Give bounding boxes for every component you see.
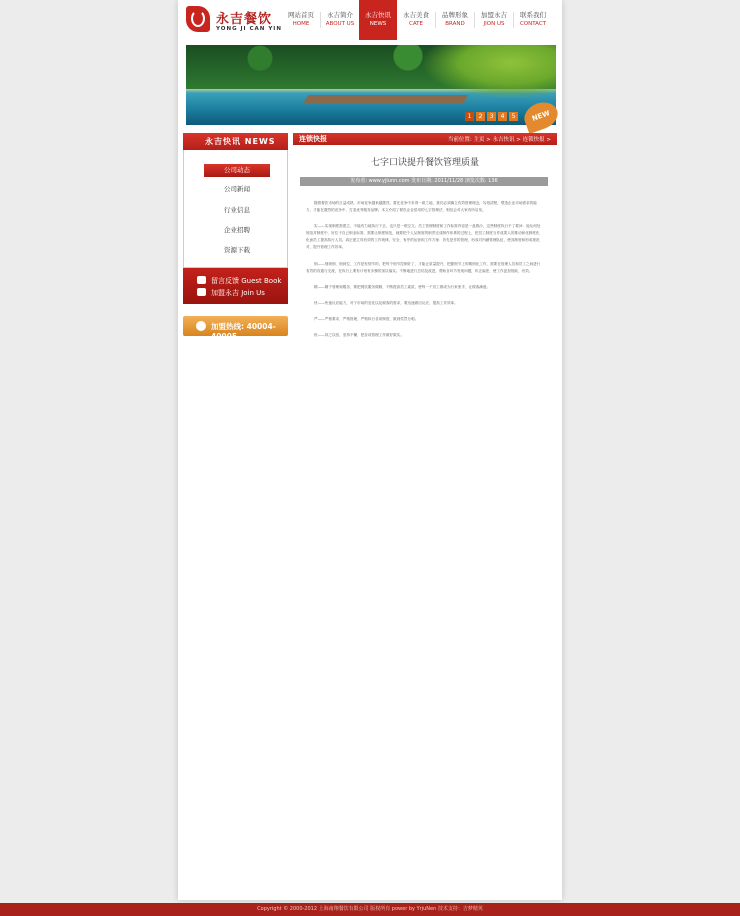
article-paragraph: 快——快速反应能力，对于市场的变化以及顾客的需求，要迅速做出反应，提高工作效率。 <box>314 300 458 305</box>
sidebar-item-jobs[interactable]: 企业招聘 <box>224 226 250 234</box>
nav-label-en: JION US <box>483 21 505 27</box>
hotline-text: 加盟热线: 40004-40005 <box>211 322 276 341</box>
nav-home[interactable] <box>282 0 320 34</box>
article-paragraph: 细——细到细、细到位，工作是有细节的，把每个细节控制好了，才能让质量提升，把握细节上的精细化工作，需要在管理人员和员工之间进行有效的沟通与交流，在执行上要有计划有步骤的加以落实。不断地进行总结及改进，帮助各环节发现问题，纠正偏差，使工作更加细致、有效。 <box>306 261 541 273</box>
sidebar-menu <box>183 150 288 268</box>
section-title: 连锁快报 <box>299 135 327 143</box>
banner-dot[interactable]: 4 <box>498 112 507 121</box>
nav-label: 永吉简介 <box>327 11 353 19</box>
join-icon <box>197 288 206 296</box>
logo-text-en: YONG JI CAN YIN <box>216 26 282 32</box>
nav-label: 网站首页 <box>288 11 314 19</box>
join-link[interactable]: 加盟永吉 Join Us <box>211 289 265 297</box>
nav-news[interactable] <box>359 0 397 40</box>
article-paragraph: 恒——持之以恒，坚持不懈，把各项管理工作做好做实。 <box>314 333 404 338</box>
nav-about[interactable] <box>321 0 359 34</box>
site-footer: Copyright © 2000-2012 上海南翔餐饮有限公司 版权所有 power by YrjuNen 技术支持：吉梦精英 <box>0 903 740 916</box>
banner-dot[interactable]: 5 <box>509 112 518 121</box>
logo-icon <box>186 6 210 32</box>
breadcrumb[interactable]: 当前位置: 主页 > 永吉快讯 > 连锁快报 > <box>447 137 551 143</box>
article-body <box>306 200 543 348</box>
new-badge: NEW <box>521 98 562 134</box>
sidebar-header <box>183 133 288 150</box>
nav-label: 品牌形象 <box>442 11 468 19</box>
sidebar-title: 永吉快讯 NEWS <box>205 137 276 146</box>
sidebar-item-news[interactable]: 公司新闻 <box>224 185 250 193</box>
nav-label: 永吉快讯 <box>365 11 391 19</box>
article-paragraph: 随着餐饮市场的日益成熟，市场竞争越来越激烈，要在竞争中求得一席之地，我们必须确立有效管理理念，勾划清楚，塑造企业市场需求的能力，才能在激烈的竞争中，打造优秀服务品牌。本文介绍了餐饮企业常用的七字管理法，相信会对大家有所启发。 <box>306 201 537 213</box>
banner-pier <box>304 95 469 103</box>
nav-cate[interactable] <box>397 0 435 34</box>
nav-label: 联系我们 <box>520 11 546 19</box>
nav-label: 加盟永吉 <box>481 11 507 19</box>
nav-label-en: HOME <box>292 21 310 27</box>
nav-label-en: BRAND <box>445 21 465 27</box>
article-paragraph: 精——精于管理和服务，要把餐饮服务做精，不断提高员工素质，使每一个员工都成为行家里手，让顾客满意。 <box>314 284 491 289</box>
nav-label: 永吉美食 <box>403 11 429 19</box>
banner-dot[interactable]: 3 <box>487 112 496 121</box>
site-header <box>178 0 562 40</box>
hotline-banner[interactable] <box>183 316 288 341</box>
banner-dot[interactable]: 2 <box>476 112 485 121</box>
guestbook-link[interactable]: 留言反馈 Guest Book <box>211 277 282 285</box>
banner-dot[interactable]: 1 <box>465 112 474 121</box>
nav-label-en: CONTACT <box>519 21 547 27</box>
sidebar-item-industry[interactable]: 行业信息 <box>224 206 250 214</box>
nav-join[interactable] <box>475 0 513 34</box>
nav-label-en: ABOUT US <box>325 21 355 27</box>
guestbook-icon <box>197 276 206 284</box>
nav-brand[interactable] <box>436 0 474 34</box>
main-nav <box>282 0 552 40</box>
nav-label-en: CATE <box>408 21 423 27</box>
article-meta: 发布者: www.yjlunn.com 发布日期: 2011/11/28 浏览次数: 136 <box>300 177 548 186</box>
logo-text-cn: 永吉餐饮 <box>216 12 273 27</box>
sidebar-item-company-news[interactable]: 公司动态 <box>204 164 270 177</box>
main-header <box>293 133 557 145</box>
nav-label-en: NEWS <box>369 21 387 27</box>
nav-contact[interactable] <box>514 0 552 34</box>
sidebar-item-downloads[interactable]: 资源下载 <box>224 246 250 254</box>
article-title: 七字口诀提升餐饮管理质量 <box>370 158 479 168</box>
article-paragraph: 实——实现制度需建立，不能有力地执行下去，也只是一纸空文。员工管理制度和工作标准内容是一盘散沙，这些制度执行不了要问：他从何处规范对制度中，好位于自己职业标准，需要让制度规范，就要把个人从制度的职责完成制作体系的过程上，把员工制度当作成果人的推动和化制度化化而员工提高执行人员。真正建立具有效的工作规律，安全、有序的运营和工作方案：首先是作的管理，形成对内涵管理队伍，使其制度和形成规范对，提升管理工作效率。 <box>306 224 541 250</box>
sidebar-promo <box>183 268 288 304</box>
article-paragraph: 严——严格要求，严格管理，严格执行各项制度，做到奖罚分明。 <box>314 316 419 321</box>
banner-pager <box>465 112 518 121</box>
phone-icon <box>196 321 206 331</box>
